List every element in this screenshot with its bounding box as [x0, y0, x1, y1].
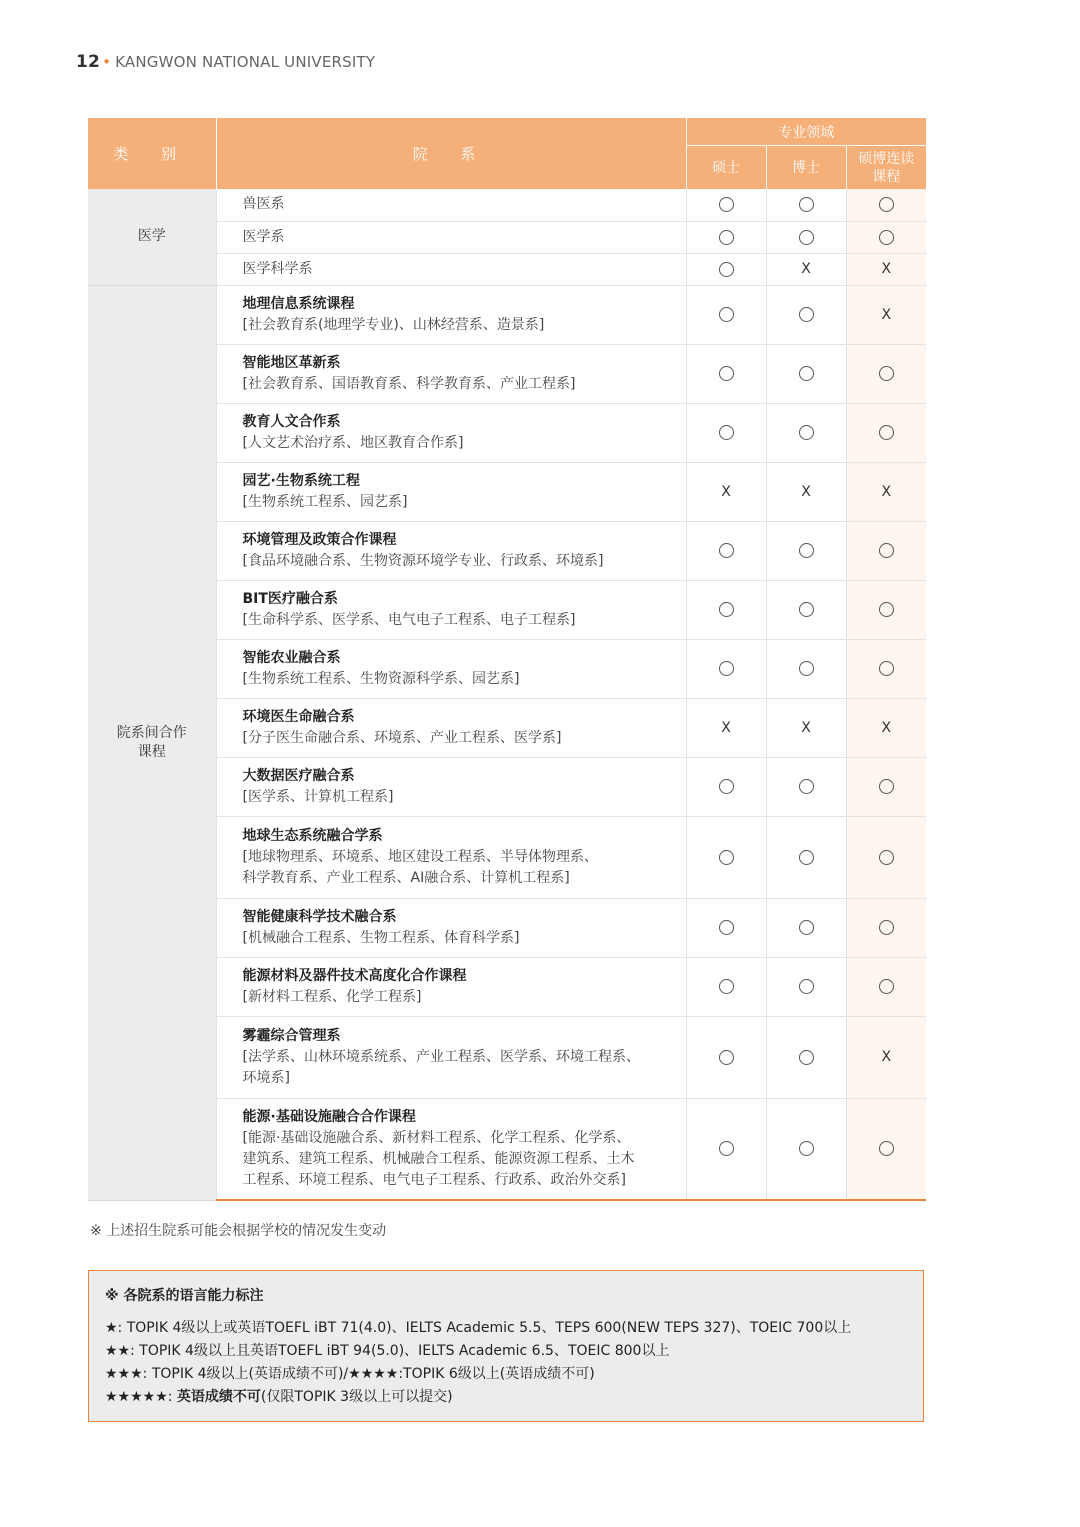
category-cell: 医学 — [88, 189, 216, 285]
table-row — [88, 285, 926, 344]
doctor-availability-cell — [766, 344, 846, 403]
department-members: [食品环境融合系、生物资源环境学专业、行政系、环境系] — [242, 552, 604, 569]
table-body — [88, 189, 926, 1200]
department-cell — [216, 816, 686, 898]
unavailable-x-mark: X — [881, 1049, 892, 1065]
university-name: KANGWON NATIONAL UNIVERSITY — [115, 53, 376, 71]
available-circle-icon — [879, 1141, 894, 1156]
available-circle-icon — [799, 425, 814, 440]
available-circle-icon — [799, 307, 814, 322]
integrated-availability-cell — [846, 1098, 926, 1200]
available-circle-icon — [879, 230, 894, 245]
doctor-availability-cell — [766, 253, 846, 285]
integrated-availability-cell — [846, 639, 926, 698]
department-name: 智能健康科学技术融合系 — [242, 908, 397, 925]
available-circle-icon — [799, 850, 814, 865]
available-circle-icon — [799, 920, 814, 935]
unavailable-x-mark: X — [881, 483, 892, 500]
department-cell — [216, 698, 686, 757]
department-name: 环境管理及政策合作课程 — [242, 531, 397, 548]
department-members: [医学系、计算机工程系] — [242, 788, 394, 805]
department-name: 医学科学系 — [242, 260, 313, 277]
header-doctor: 博士 — [766, 146, 846, 190]
line-4-suffix: (仅限TOPIK 3级以上可以提交) — [260, 1389, 453, 1405]
master-availability-cell — [686, 344, 766, 403]
available-circle-icon — [719, 779, 734, 794]
department-cell — [216, 462, 686, 521]
unavailable-x-mark: X — [721, 719, 731, 736]
department-cell — [216, 221, 686, 253]
department-members: [能源·基础设施融合系、新材料工程系、化学工程系、化学系、 建筑系、建筑工程系、机械融合工程系、能源资源工程系、土木 工程系、环境工程系、电气电子工程系、行政系、政治外交系] — [242, 1129, 635, 1188]
department-name: 教育人文合作系 — [242, 413, 341, 430]
master-availability-cell — [686, 1016, 766, 1098]
available-circle-icon — [879, 779, 894, 794]
master-availability-cell — [686, 403, 766, 462]
available-circle-icon — [719, 230, 734, 245]
available-circle-icon — [799, 197, 814, 212]
department-name: 医学系 — [242, 228, 285, 245]
unavailable-x-mark: X — [881, 719, 892, 736]
master-availability-cell — [686, 580, 766, 639]
integrated-availability-cell — [846, 1016, 926, 1098]
doctor-availability-cell — [766, 957, 846, 1016]
page-header — [76, 52, 375, 72]
department-cell — [216, 285, 686, 344]
language-note-title: ※ 各院系的语言能力标注 — [105, 1288, 264, 1304]
department-cell — [216, 344, 686, 403]
unavailable-x-mark: X — [801, 719, 811, 736]
available-circle-icon — [799, 979, 814, 994]
department-name: 大数据医疗融合系 — [242, 767, 355, 784]
department-cell — [216, 253, 686, 285]
doctor-availability-cell — [766, 1016, 846, 1098]
department-name: 智能农业融合系 — [242, 649, 341, 666]
page-number: 12 — [76, 52, 101, 72]
available-circle-icon — [719, 1050, 734, 1065]
department-members: [社会教育系、国语教育系、科学教育系、产业工程系] — [242, 375, 576, 392]
integrated-availability-cell — [846, 344, 926, 403]
available-circle-icon — [719, 920, 734, 935]
available-circle-icon — [799, 1141, 814, 1156]
integrated-availability-cell — [846, 285, 926, 344]
header-category: 类 别 — [88, 118, 216, 189]
header-integrated: 硕博连读 课程 — [846, 146, 926, 190]
unavailable-x-mark: X — [721, 483, 731, 500]
master-availability-cell — [686, 189, 766, 221]
header-department: 院 系 — [216, 118, 686, 189]
available-circle-icon — [719, 661, 734, 676]
separator-dot: • — [102, 53, 112, 71]
integrated-availability-cell — [846, 957, 926, 1016]
doctor-availability-cell — [766, 898, 846, 957]
department-cell — [216, 521, 686, 580]
department-cell — [216, 189, 686, 221]
unavailable-x-mark: X — [801, 483, 811, 500]
integrated-availability-cell — [846, 898, 926, 957]
available-circle-icon — [879, 543, 894, 558]
category-cell: 院系间合作 课程 — [88, 285, 216, 1200]
available-circle-icon — [719, 543, 734, 558]
department-members: [分子医生命融合系、环境系、产业工程系、医学系] — [242, 729, 562, 746]
available-circle-icon — [719, 262, 734, 277]
master-availability-cell — [686, 957, 766, 1016]
doctor-availability-cell — [766, 816, 846, 898]
integrated-availability-cell — [846, 403, 926, 462]
available-circle-icon — [799, 543, 814, 558]
department-cell — [216, 757, 686, 816]
master-availability-cell — [686, 285, 766, 344]
master-availability-cell — [686, 816, 766, 898]
department-cell — [216, 1098, 686, 1200]
department-cell — [216, 403, 686, 462]
available-circle-icon — [719, 602, 734, 617]
doctor-availability-cell — [766, 221, 846, 253]
available-circle-icon — [799, 779, 814, 794]
department-name: 地球生态系统融合学系 — [242, 827, 383, 844]
department-cell — [216, 1016, 686, 1098]
available-circle-icon — [879, 366, 894, 381]
integrated-availability-cell — [846, 189, 926, 221]
department-name: 地理信息系统课程 — [242, 295, 355, 312]
department-name: 兽医系 — [242, 196, 285, 213]
language-note-line-4 — [105, 1386, 907, 1409]
master-availability-cell — [686, 253, 766, 285]
department-cell — [216, 639, 686, 698]
department-members: [人文艺术治疗系、地区教育合作系] — [242, 434, 464, 451]
master-availability-cell — [686, 1098, 766, 1200]
master-availability-cell — [686, 639, 766, 698]
available-circle-icon — [799, 1050, 814, 1065]
available-circle-icon — [879, 661, 894, 676]
language-note-line-2: ★★: TOPIK 4级以上且英语TOEFL iBT 94(5.0)、IELTS Academic 6.5、TOEIC 800以上 — [105, 1343, 670, 1359]
master-availability-cell — [686, 698, 766, 757]
available-circle-icon — [799, 602, 814, 617]
integrated-availability-cell — [846, 757, 926, 816]
available-circle-icon — [799, 661, 814, 676]
doctor-availability-cell — [766, 521, 846, 580]
unavailable-x-mark: X — [801, 261, 811, 277]
department-members: [生物系统工程系、园艺系] — [242, 493, 408, 510]
available-circle-icon — [879, 979, 894, 994]
available-circle-icon — [879, 425, 894, 440]
language-note-box — [88, 1270, 924, 1422]
doctor-availability-cell — [766, 757, 846, 816]
available-circle-icon — [879, 850, 894, 865]
available-circle-icon — [799, 366, 814, 381]
department-members: [新材料工程系、化学工程系] — [242, 988, 422, 1005]
department-cell — [216, 580, 686, 639]
department-name: 能源·基础设施融合合作课程 — [242, 1108, 416, 1125]
department-name: 能源材料及器件技术高度化合作课程 — [242, 967, 467, 984]
integrated-availability-cell — [846, 521, 926, 580]
department-cell — [216, 898, 686, 957]
doctor-availability-cell — [766, 580, 846, 639]
doctor-availability-cell — [766, 403, 846, 462]
doctor-availability-cell — [766, 189, 846, 221]
footnote: ※ 上述招生院系可能会根据学校的情况发生变动 — [90, 1223, 387, 1239]
doctor-availability-cell — [766, 462, 846, 521]
available-circle-icon — [719, 307, 734, 322]
available-circle-icon — [719, 366, 734, 381]
integrated-availability-cell — [846, 221, 926, 253]
integrated-availability-cell — [846, 816, 926, 898]
department-name: 雾霾综合管理系 — [242, 1027, 341, 1044]
available-circle-icon — [719, 197, 734, 212]
available-circle-icon — [879, 920, 894, 935]
available-circle-icon — [719, 850, 734, 865]
master-availability-cell — [686, 757, 766, 816]
integrated-availability-cell — [846, 462, 926, 521]
integrated-availability-cell — [846, 253, 926, 285]
integrated-availability-cell — [846, 698, 926, 757]
available-circle-icon — [719, 425, 734, 440]
department-name: 智能地区革新系 — [242, 354, 341, 371]
table-row — [88, 189, 926, 221]
available-circle-icon — [719, 979, 734, 994]
department-members: [生命科学系、医学系、电气电子工程系、电子工程系] — [242, 611, 576, 628]
programs-table — [88, 118, 926, 1201]
master-availability-cell — [686, 221, 766, 253]
department-members: [机械融合工程系、生物工程系、体育科学系] — [242, 929, 520, 946]
department-members: [生物系统工程系、生物资源科学系、园艺系] — [242, 670, 520, 687]
master-availability-cell — [686, 462, 766, 521]
department-members: [法学系、山林环境系统系、产业工程系、医学系、环境工程系、 环境系] — [242, 1048, 640, 1086]
department-name: BIT医疗融合系 — [242, 590, 338, 607]
master-availability-cell — [686, 521, 766, 580]
available-circle-icon — [879, 602, 894, 617]
language-note-line-3: ★★★: TOPIK 4级以上(英语成绩不可)/★★★★:TOPIK 6级以上(英语成绩不可) — [105, 1366, 595, 1382]
unavailable-x-mark: X — [881, 306, 892, 323]
department-members: [社会教育系(地理学专业)、山林经营系、造景系] — [242, 316, 545, 333]
department-cell — [216, 957, 686, 1016]
integrated-availability-cell — [846, 580, 926, 639]
master-availability-cell — [686, 898, 766, 957]
available-circle-icon — [799, 230, 814, 245]
line-4-prefix: ★★★★★: — [105, 1389, 177, 1405]
language-note-line-1: ★: TOPIK 4级以上或英语TOEFL iBT 71(4.0)、IELTS Academic 5.5、TEPS 600(NEW TEPS 327)、TOEIC 700以上 — [105, 1320, 852, 1336]
department-members: [地球物理系、环境系、地区建设工程系、半导体物理系、 科学教育系、产业工程系、AI融合系、计算机工程系] — [242, 848, 598, 886]
doctor-availability-cell — [766, 639, 846, 698]
doctor-availability-cell — [766, 698, 846, 757]
department-name: 环境医生命融合系 — [242, 708, 355, 725]
unavailable-x-mark: X — [881, 261, 892, 277]
line-4-bold: 英语成绩不可 — [176, 1389, 261, 1405]
doctor-availability-cell — [766, 1098, 846, 1200]
header-master: 硕士 — [686, 146, 766, 190]
available-circle-icon — [719, 1141, 734, 1156]
available-circle-icon — [879, 197, 894, 212]
doctor-availability-cell — [766, 285, 846, 344]
department-name: 园艺·生物系统工程 — [242, 472, 360, 489]
header-field-group: 专业领域 — [686, 118, 926, 146]
